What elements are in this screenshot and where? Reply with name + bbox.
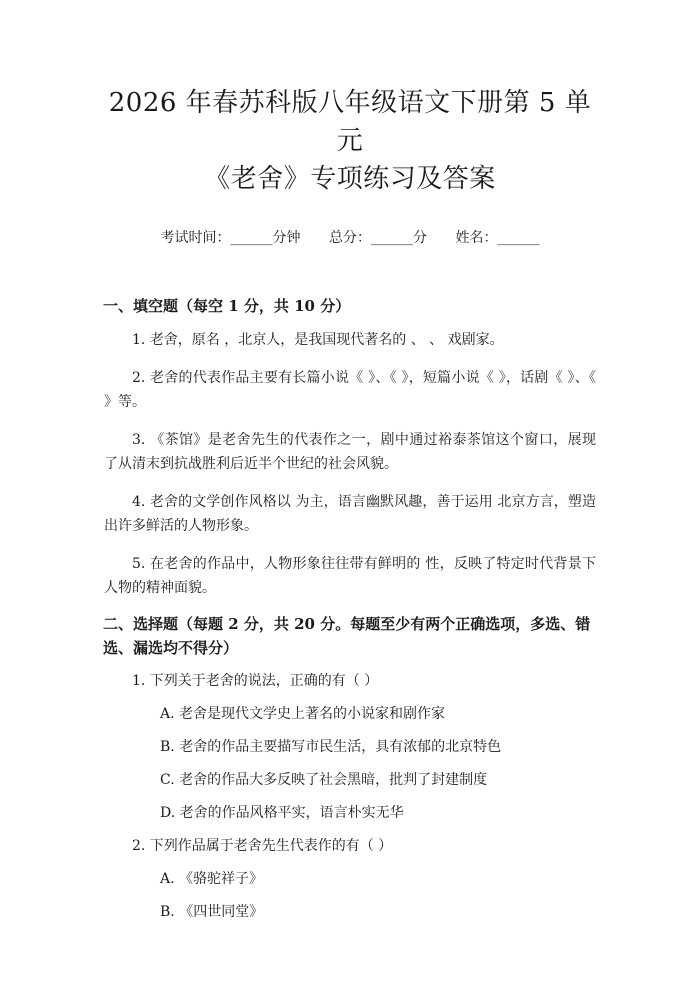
section-title-multiple-choice: 二、选择题（每题 2 分，共 20 分。每题至少有两个正确选项，多选、错选、漏选均不得分） xyxy=(103,615,591,657)
choice-question-1-option-b: B. 老舍的作品主要描写市民生活，具有浓郁的北京特色 xyxy=(160,739,502,755)
fill-blank-question-1: 1. 老舍，原名 ，北京人，是我国现代著名的 、 、 戏剧家。 xyxy=(132,332,504,348)
fill-blank-question-2: 2. 老舍的代表作品主要有长篇小说《 》、《 》，短篇小说《 》，话剧《 》、《 》等。 xyxy=(104,370,596,410)
document-page xyxy=(0,84,700,989)
title-line-1: 2026 年春苏科版八年级语文下册第 5 单元 xyxy=(108,88,592,156)
fill-blank-question-3: 3. 《茶馆》是老舍先生的代表作之一，剧中通过裕泰茶馆这个窗口，展现了从清末到抗战胜利后近半个世纪的社会风貌。 xyxy=(104,432,596,472)
choice-question-1-option-d: D. 老舍的作品风格平实，语言朴实无华 xyxy=(160,805,404,821)
choice-question-2-option-b: B. 《四世同堂》 xyxy=(160,904,264,920)
document-title xyxy=(104,84,596,198)
choice-question-2-option-a: A. 《骆驼祥子》 xyxy=(160,871,264,887)
exam-time: 考试时间：______分钟 xyxy=(160,230,301,246)
choice-question-1: 1. 下列关于老舍的说法，正确的有（ ） xyxy=(132,673,379,689)
exam-score: 总分：______分 xyxy=(329,230,427,246)
fill-blank-question-4: 4. 老舍的文学创作风格以 为主，语言幽默风趣，善于运用 北京方言，塑造出许多鲜活的人物形象。 xyxy=(104,494,596,534)
exam-info xyxy=(104,228,596,248)
section-title-fill-blank: 一、填空题（每空 1 分，共 10 分） xyxy=(103,297,351,315)
choice-question-2: 2. 下列作品属于老舍先生代表作的有（ ） xyxy=(132,838,393,854)
exam-name: 姓名：______ xyxy=(455,230,540,246)
choice-question-1-option-c: C. 老舍的作品大多反映了社会黑暗，批判了封建制度 xyxy=(160,772,488,788)
choice-question-1-option-a: A. 老舍是现代文学史上著名的小说家和剧作家 xyxy=(160,706,446,722)
title-line-2: 《老舍》专项练习及答案 xyxy=(204,164,496,194)
fill-blank-question-5: 5. 在老舍的作品中，人物形象往往带有鲜明的 性，反映了特定时代背景下人物的精神面貌。 xyxy=(104,556,596,596)
